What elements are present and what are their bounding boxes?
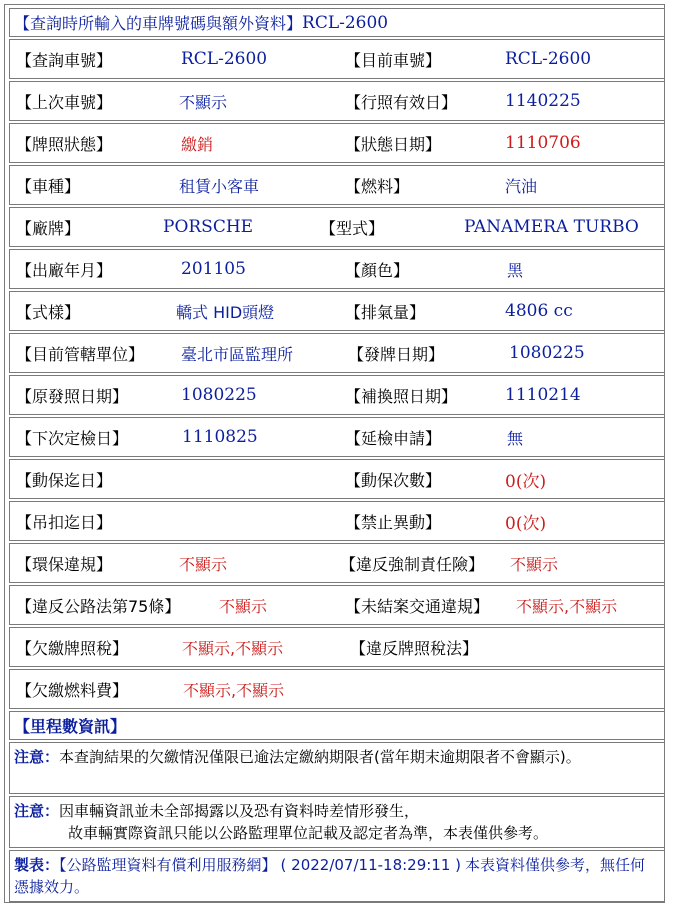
label-transfer-prohibited: 【禁止異動】: [345, 512, 442, 532]
query-title-row: [9, 8, 665, 37]
label-environmental-violation: 【環保違規】: [16, 554, 113, 574]
label-current-plate: 【目前車號】: [345, 50, 442, 70]
label-movable-security-count: 【動保次數】: [345, 470, 442, 490]
label-manufacture-date: 【出廠年月】: [16, 260, 113, 280]
mileage-info-heading: 【里程數資訊】: [14, 717, 127, 736]
value-open-traffic-violations: 不顯示,不顯示: [516, 596, 618, 616]
data-row: [9, 627, 665, 667]
value-unpaid-fuel-fee: 不顯示,不顯示: [183, 680, 285, 700]
value-model: PANAMERA TURBO: [464, 217, 639, 237]
notice-label: 注意：: [14, 748, 60, 766]
query-title-prefix: 【查詢時所輸入的車牌號碼與額外資料】: [14, 14, 303, 33]
data-row: [9, 81, 665, 121]
label-movable-security-end: 【動保迄日】: [16, 470, 113, 490]
footer-label: 製表：: [14, 856, 60, 874]
notice-label: 注意：: [14, 802, 60, 820]
value-query-plate: RCL-2600: [181, 49, 268, 69]
label-query-plate: 【查詢車號】: [16, 50, 113, 70]
data-row: [9, 207, 665, 247]
data-row: [9, 417, 665, 457]
label-license-tax-violation: 【違反牌照稅法】: [350, 638, 479, 658]
value-next-inspection: 1110825: [182, 427, 258, 447]
query-title: [14, 9, 388, 36]
footer-datetime: ( 2022/07/11-18:29:11 ): [280, 856, 462, 874]
data-row: [9, 669, 665, 709]
data-row: [9, 333, 665, 373]
label-plate-status: 【牌照狀態】: [16, 134, 113, 154]
data-row: [9, 39, 665, 79]
value-unpaid-license-tax: 不顯示,不顯示: [182, 638, 284, 658]
label-license-valid-date: 【行照有效日】: [345, 92, 458, 112]
label-compulsory-insurance-violation: 【違反強制責任險】: [340, 554, 485, 574]
value-vehicle-type: 租賃小客車: [179, 176, 260, 196]
data-row: [9, 501, 665, 541]
label-highway-act-75: 【違反公路法第75條】: [16, 596, 181, 616]
data-row: [9, 291, 665, 331]
label-plate-issue-date: 【發牌日期】: [348, 344, 445, 364]
label-fuel: 【燃料】: [345, 176, 410, 196]
label-unpaid-license-tax: 【欠繳牌照稅】: [16, 638, 129, 658]
label-brand: 【廠牌】: [16, 218, 81, 238]
notice-overdue: [9, 742, 665, 794]
footer-source: 【公路監理資料有償利用服務網】: [59, 856, 277, 874]
label-vehicle-type: 【車種】: [16, 176, 81, 196]
value-plate-status: 繳銷: [181, 134, 214, 154]
label-displacement: 【排氣量】: [345, 302, 426, 322]
value-fuel: 汽油: [505, 176, 538, 196]
value-previous-plate: 不顯示: [179, 92, 228, 112]
value-brand: PORSCHE: [163, 217, 254, 237]
footer-disclaimer: 本表資料僅供參考，無任何憑據效力。: [14, 856, 646, 896]
data-row: [9, 165, 665, 205]
label-body-style: 【式樣】: [16, 302, 81, 322]
value-reissue-date: 1110214: [505, 385, 581, 405]
label-unpaid-fuel-fee: 【欠繳燃料費】: [16, 680, 129, 700]
data-row: [9, 249, 665, 289]
value-movable-security-count: 0(次): [505, 471, 547, 492]
value-transfer-prohibited: 0(次): [505, 513, 547, 534]
value-displacement: 4806 cc: [505, 301, 573, 321]
notice-disclaimer: [9, 796, 665, 848]
value-environmental-violation: 不顯示: [179, 554, 228, 574]
label-previous-plate: 【上次車號】: [16, 92, 113, 112]
data-row: [9, 459, 665, 499]
query-title-plate: RCL-2600: [302, 12, 389, 33]
value-current-plate: RCL-2600: [505, 49, 592, 69]
data-row: [9, 543, 665, 583]
value-body-style: 轎式 HID頭燈: [176, 302, 275, 322]
data-row: [9, 375, 665, 415]
value-color: 黑: [507, 260, 524, 280]
label-model: 【型式】: [320, 218, 385, 238]
value-license-valid-date: 1140225: [505, 91, 581, 111]
label-next-inspection: 【下次定檢日】: [16, 428, 129, 448]
value-status-date: 1110706: [505, 133, 581, 153]
label-status-date: 【狀態日期】: [345, 134, 442, 154]
value-compulsory-insurance-violation: 不顯示: [510, 554, 559, 574]
value-inspection-extension: 無: [507, 428, 524, 448]
label-inspection-extension: 【延檢申請】: [345, 428, 442, 448]
label-open-traffic-violations: 【未結案交通違規】: [345, 596, 490, 616]
report-footer: [9, 850, 665, 902]
label-current-office: 【目前管轄單位】: [16, 344, 145, 364]
value-current-office: 臺北市區監理所: [181, 344, 294, 364]
mileage-info-row: [9, 711, 665, 740]
data-row: [9, 123, 665, 163]
label-suspension-end: 【吊扣迄日】: [16, 512, 113, 532]
label-original-issue-date: 【原發照日期】: [16, 386, 129, 406]
value-manufacture-date: 201105: [181, 259, 246, 279]
value-plate-issue-date: 1080225: [509, 343, 585, 363]
notice-line-2: 故車輛實際資訊只能以公路監理單位記載及認定者為準，本表僅供參考。: [68, 824, 549, 842]
notice-line-1: 因車輛資訊並未全部揭露以及恐有資料時差情形發生，: [59, 802, 420, 820]
value-highway-act-75: 不顯示: [219, 596, 268, 616]
data-row: [9, 585, 665, 625]
label-reissue-date: 【補換照日期】: [345, 386, 458, 406]
value-original-issue-date: 1080225: [181, 385, 257, 405]
label-color: 【顏色】: [345, 260, 410, 280]
notice-text: 本查詢結果的欠繳情況僅限已逾法定繳納期限者(當年期末逾期限者不會顯示)。: [59, 748, 581, 766]
